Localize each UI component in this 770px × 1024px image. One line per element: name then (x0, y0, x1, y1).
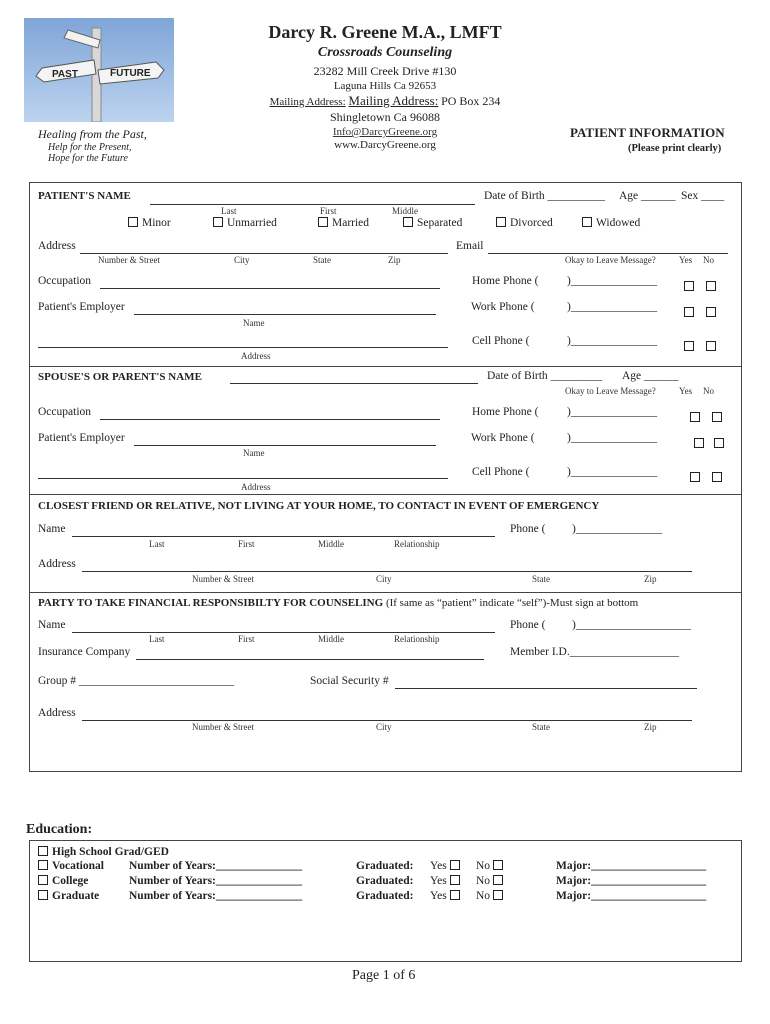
employer-address-input[interactable] (38, 347, 448, 348)
header-block (235, 22, 535, 151)
employer-address-sub: Address (241, 351, 271, 361)
practitioner-name: Darcy R. Greene M.A., LMFT (268, 22, 502, 42)
patient-name-input[interactable] (150, 204, 475, 205)
checkbox-icon[interactable] (318, 217, 328, 227)
status-widowed[interactable]: Widowed (582, 217, 640, 229)
page-number: Page 1 of 6 (352, 968, 416, 983)
financial-sub-city: City (376, 722, 392, 732)
checkbox-icon[interactable] (38, 846, 48, 856)
financial-title-text: PARTY TO TAKE FINANCIAL RESPONSIBILTY FOR COUNSELING (38, 597, 384, 609)
patient-age[interactable]: Age ______ (619, 190, 676, 202)
ssn-label: Social Security # (310, 675, 389, 687)
edu-no-college[interactable]: No (476, 875, 507, 887)
mailing-po: PO Box 234 (441, 94, 501, 108)
email-label: Email (456, 240, 484, 252)
sub-street: Number & Street (98, 255, 160, 265)
status-separated[interactable]: Separated (403, 217, 462, 229)
emergency-sub-last: Last (149, 539, 165, 549)
form-subtitle: (Please print clearly) (628, 143, 722, 154)
edu-row-vocational[interactable] (38, 860, 104, 872)
work-phone-input[interactable]: )_______________ (567, 301, 658, 313)
cell-phone-no-checkbox[interactable] (706, 337, 720, 355)
address-input[interactable] (80, 253, 448, 254)
edu-years-vocational[interactable]: Number of Years:_______________ (129, 860, 303, 872)
work-phone-label: Work Phone ( (471, 301, 535, 313)
spouse-work-no-checkbox[interactable] (714, 434, 728, 452)
tagline-3: Hope for the Future (48, 153, 128, 164)
patient-dob[interactable]: Date of Birth __________ (484, 190, 606, 202)
sub-state: State (313, 255, 331, 265)
spouse-work-phone-label: Work Phone ( (471, 432, 535, 444)
financial-sub-relationship: Relationship (394, 634, 440, 644)
spouse-home-phone-label: Home Phone ( (472, 406, 539, 418)
emergency-sub-street: Number & Street (192, 574, 254, 584)
spouse-work-phone-input[interactable]: )_______________ (567, 432, 658, 444)
financial-phone-label: Phone ( (510, 619, 546, 631)
spouse-cell-yes-checkbox[interactable] (690, 468, 704, 486)
website-link[interactable]: www.DarcyGreene.org (334, 139, 436, 151)
employer-input[interactable] (134, 314, 436, 315)
spouse-okay-message: Okay to Leave Message? (565, 386, 656, 396)
checkbox-icon[interactable] (493, 875, 503, 885)
status-married[interactable]: Married (318, 217, 369, 229)
financial-phone-input[interactable]: )____________________ (572, 619, 691, 631)
mailing-city: Shingletown Ca 96088 (330, 110, 440, 124)
no-label: No (703, 255, 714, 265)
employer-label: Patient's Employer (38, 301, 125, 313)
spouse-employer-label: Patient's Employer (38, 432, 125, 444)
edu-label: High School Grad/GED (52, 846, 169, 858)
insurance-label: Insurance Company (38, 646, 131, 658)
edu-major-college[interactable]: Major:____________________ (556, 875, 707, 887)
checkbox-icon[interactable] (38, 890, 48, 900)
status-divorced[interactable]: Divorced (496, 217, 553, 229)
edu-major-vocational[interactable]: Major:____________________ (556, 860, 707, 872)
spouse-employer-address-input[interactable] (38, 478, 448, 479)
member-id-field[interactable]: Member I.D.___________________ (510, 646, 679, 658)
divider-financial (29, 592, 741, 593)
emergency-sub-state: State (532, 574, 550, 584)
practice-name: Crossroads Counseling (317, 45, 453, 60)
emergency-title: CLOSEST FRIEND OR RELATIVE, NOT LIVING AT YOUR HOME, TO CONTACT IN EVENT OF EMERGENCY (38, 500, 600, 512)
financial-sub-first: First (238, 634, 255, 644)
edu-row-highschool[interactable] (38, 846, 169, 858)
spouse-cell-phone-input[interactable]: )_______________ (567, 466, 658, 478)
employer-name-sub: Name (243, 318, 265, 328)
spouse-home-phone-input[interactable]: )_______________ (567, 406, 658, 418)
emergency-sub-zip: Zip (644, 574, 657, 584)
home-phone-input[interactable]: )_______________ (567, 275, 658, 287)
cell-phone-yes-checkbox[interactable] (684, 337, 698, 355)
emergency-name-input[interactable] (72, 536, 495, 537)
spouse-yes-label: Yes (679, 386, 693, 396)
yes-label: Yes (679, 255, 693, 265)
sub-zip: Zip (388, 255, 401, 265)
emergency-phone-label: Phone ( (510, 523, 546, 535)
edu-yes-college[interactable]: Yes (430, 875, 464, 887)
address-label: Address (38, 240, 76, 252)
checkbox-icon[interactable] (582, 217, 592, 227)
edu-label: Vocational (52, 860, 104, 872)
status-minor[interactable]: Minor (128, 217, 171, 229)
checkbox-icon[interactable] (213, 217, 223, 227)
edu-label: College (52, 875, 89, 887)
financial-sub-state: State (532, 722, 550, 732)
status-unmarried[interactable]: Unmarried (213, 217, 277, 229)
checkbox-icon[interactable] (403, 217, 413, 227)
mailing-line (235, 93, 535, 109)
edu-row-graduate[interactable] (38, 890, 99, 902)
mailing-label-large: Mailing Address: (348, 93, 439, 108)
edu-yes-graduate[interactable]: Yes (430, 890, 464, 902)
edu-no-graduate[interactable]: No (476, 890, 507, 902)
emergency-sub-relationship: Relationship (394, 539, 440, 549)
cell-phone-input[interactable]: )_______________ (567, 335, 658, 347)
financial-name-input[interactable] (72, 632, 495, 633)
home-phone-label: Home Phone ( (472, 275, 539, 287)
crossroads-sign-icon (24, 18, 174, 122)
sub-city: City (234, 255, 250, 265)
form-title: PATIENT INFORMATION (570, 125, 725, 140)
spouse-employer-address-sub: Address (241, 482, 271, 492)
divider-spouse (29, 366, 741, 367)
financial-name-label: Name (38, 619, 66, 631)
edu-grad-vocational: Graduated: (356, 860, 414, 872)
emergency-address-label: Address (38, 558, 76, 570)
edu-row-college[interactable] (38, 875, 88, 887)
edu-years-college[interactable]: Number of Years:_______________ (129, 875, 303, 887)
sub-last: Last (221, 206, 237, 216)
checkbox-icon[interactable] (128, 217, 138, 227)
ssn-input[interactable] (395, 688, 697, 689)
tagline-1: Healing from the Past, (38, 127, 147, 141)
emergency-sub-middle: Middle (318, 539, 344, 549)
spouse-cell-phone-label: Cell Phone ( (472, 466, 530, 478)
tagline (38, 127, 147, 164)
spouse-home-yes-checkbox[interactable] (690, 408, 704, 426)
checkbox-icon[interactable] (38, 875, 48, 885)
cell-phone-label: Cell Phone ( (472, 335, 530, 347)
edu-grad-college: Graduated: (356, 875, 414, 887)
street-address: 23282 Mill Creek Drive #130 (313, 64, 457, 78)
edu-major-graduate[interactable]: Major:____________________ (556, 890, 707, 902)
sub-first: First (320, 206, 337, 216)
financial-sub-last: Last (149, 634, 165, 644)
financial-title-note: (If same as “patient” indicate “self”)-Must sign at bottom (385, 597, 639, 609)
checkbox-icon[interactable] (450, 860, 460, 870)
financial-address-label: Address (38, 707, 76, 719)
checkbox-icon[interactable] (493, 860, 503, 870)
checkbox-icon[interactable] (38, 860, 48, 870)
work-phone-no-checkbox[interactable] (706, 303, 720, 321)
city-address: Laguna Hills Ca 92653 (333, 80, 437, 92)
financial-sub-zip: Zip (644, 722, 657, 732)
financial-title (38, 597, 638, 609)
spouse-occupation-input[interactable] (100, 419, 440, 420)
edu-grad-graduate: Graduated: (356, 890, 414, 902)
spouse-employer-input[interactable] (134, 445, 436, 446)
email-link[interactable]: Info@DarcyGreene.org (332, 126, 438, 138)
edu-no-vocational[interactable]: No (476, 860, 507, 872)
spouse-home-no-checkbox[interactable] (712, 408, 726, 426)
checkbox-icon[interactable] (450, 890, 460, 900)
spouse-occupation-label: Occupation (38, 406, 92, 418)
spouse-work-yes-checkbox[interactable] (694, 434, 708, 452)
spouse-name-input[interactable] (230, 383, 478, 384)
sign-future-text: FUTURE (110, 68, 151, 79)
checkbox-icon[interactable] (496, 217, 506, 227)
home-phone-no-checkbox[interactable] (706, 277, 720, 295)
checkbox-icon[interactable] (493, 890, 503, 900)
emergency-address-input[interactable] (82, 571, 692, 572)
mailing-label-small: Mailing Address: (269, 96, 346, 108)
spouse-employer-name-sub: Name (243, 448, 265, 458)
spouse-no-label: No (703, 386, 714, 396)
spouse-name-label: SPOUSE'S OR PARENT'S NAME (38, 371, 202, 383)
sign-past-text: PAST (52, 69, 78, 80)
emergency-phone-input[interactable]: )_______________ (572, 523, 663, 535)
edu-label: Graduate (52, 890, 100, 902)
spouse-dob[interactable]: Date of Birth _________ (487, 370, 603, 382)
financial-sub-street: Number & Street (192, 722, 254, 732)
insurance-input[interactable] (136, 659, 484, 660)
sub-middle: Middle (392, 206, 418, 216)
tagline-2: Help for the Present, (48, 142, 132, 153)
emergency-sub-city: City (376, 574, 392, 584)
spouse-cell-no-checkbox[interactable] (712, 468, 726, 486)
patient-name-label: PATIENT'S NAME (38, 190, 131, 202)
group-field[interactable]: Group # ___________________________ (38, 675, 235, 687)
divider-emergency (29, 494, 741, 495)
checkbox-icon[interactable] (450, 875, 460, 885)
spouse-age[interactable]: Age ______ (622, 370, 679, 382)
edu-yes-vocational[interactable]: Yes (430, 860, 464, 872)
work-phone-yes-checkbox[interactable] (684, 303, 698, 321)
okay-message-label: Okay to Leave Message? (565, 255, 656, 265)
occupation-input[interactable] (100, 288, 440, 289)
financial-sub-middle: Middle (318, 634, 344, 644)
home-phone-yes-checkbox[interactable] (684, 277, 698, 295)
edu-years-graduate[interactable]: Number of Years:_______________ (129, 890, 303, 902)
email-input[interactable] (488, 253, 728, 254)
financial-address-input[interactable] (82, 720, 692, 721)
patient-sex[interactable]: Sex ____ (681, 190, 725, 202)
emergency-sub-first: First (238, 539, 255, 549)
education-heading: Education: (26, 822, 93, 837)
occupation-label: Occupation (38, 275, 92, 287)
emergency-name-label: Name (38, 523, 66, 535)
logo-image (24, 18, 174, 122)
